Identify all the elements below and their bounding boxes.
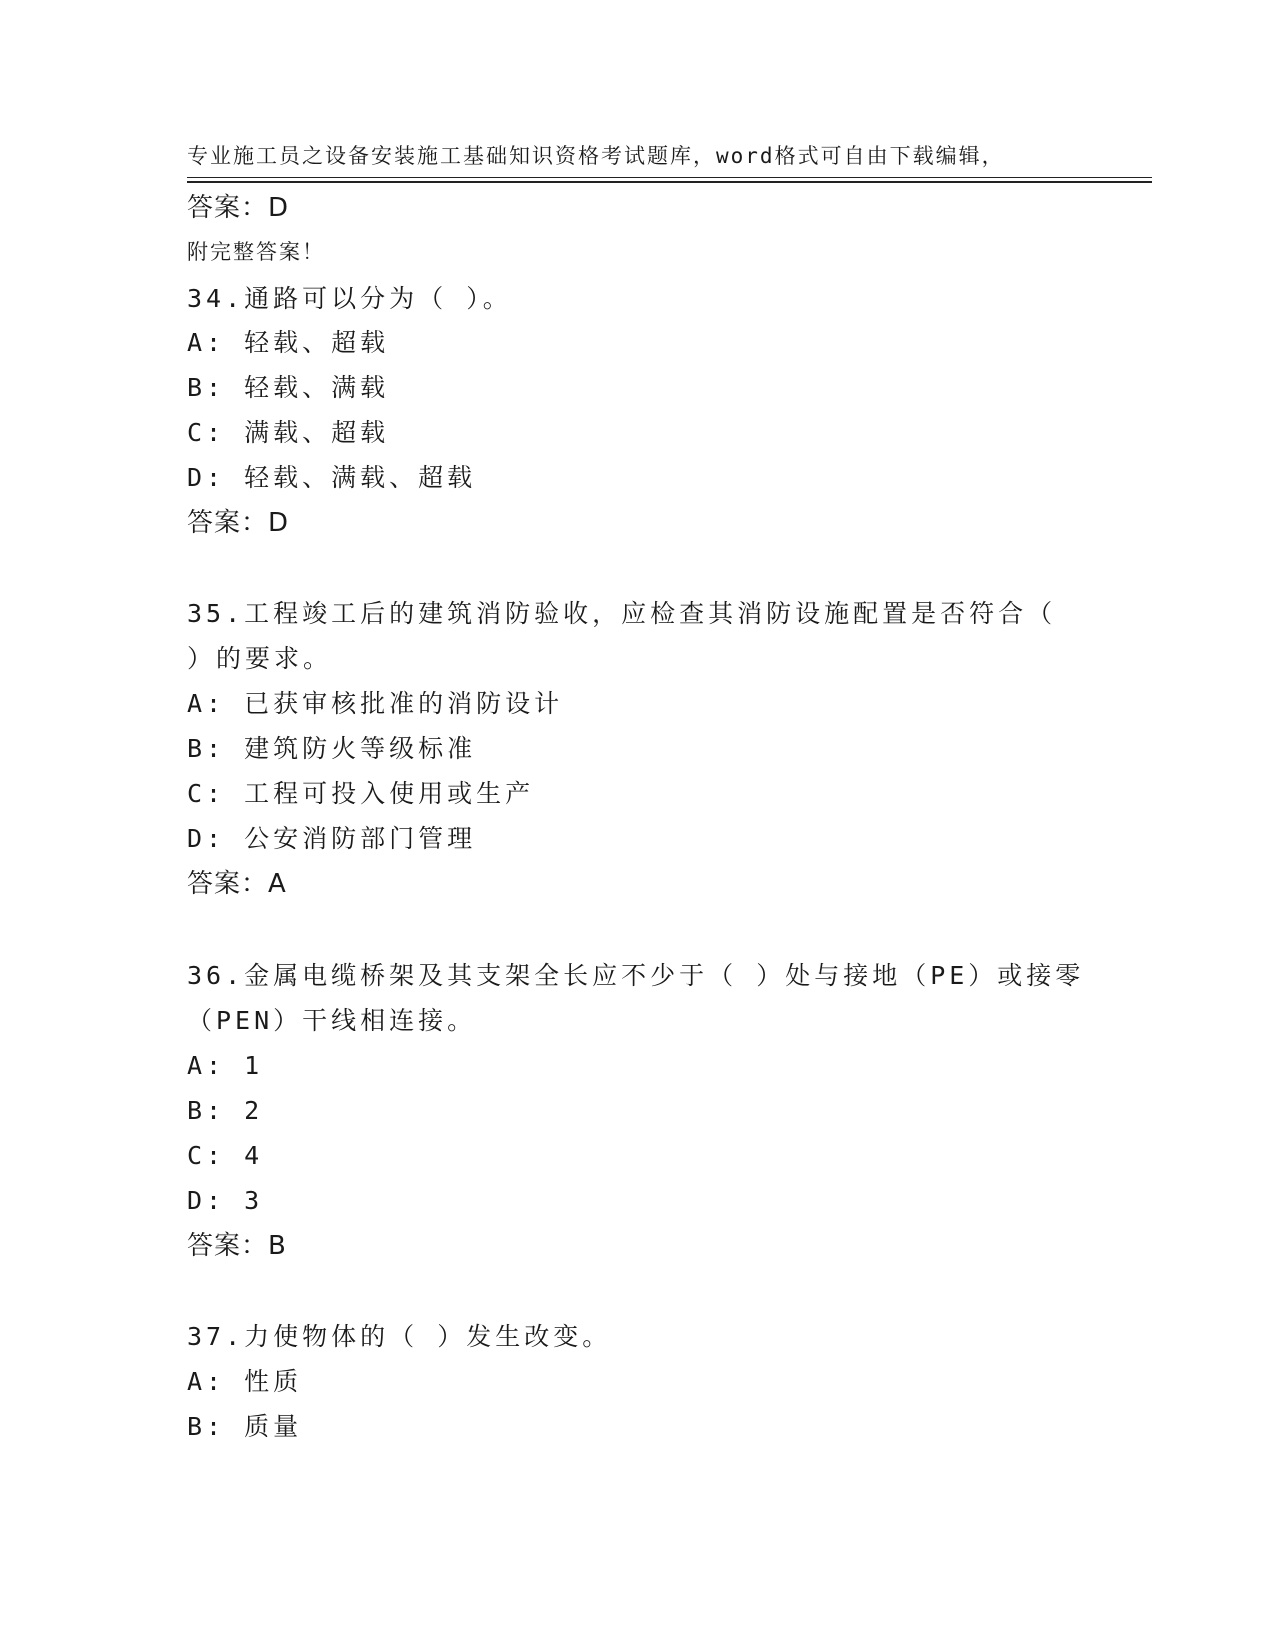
question-36-option-d: D: 3 — [187, 1186, 264, 1215]
question-36-stem-line-1: 36.金属电缆桥架及其支架全长应不少于（ ）处与接地（PE）或接零 — [187, 961, 1085, 990]
question-36-option-b: B: 2 — [187, 1096, 264, 1125]
question-34-answer: 答案：D — [187, 508, 290, 538]
header-divider-thick — [187, 181, 1152, 183]
header-line-2: 附完整答案！ — [187, 240, 325, 264]
question-34-option-c: C: 满载、超载 — [187, 418, 390, 447]
previous-answer: 答案：D — [187, 193, 290, 223]
question-35-stem-line-1: 35.工程竣工后的建筑消防验收，应检查其消防设施配置是否符合（ — [187, 599, 1057, 628]
header-line-1: 专业施工员之设备安装施工基础知识资格考试题库，word格式可自由下载编辑， — [187, 144, 1005, 168]
question-34-option-b: B: 轻载、满载 — [187, 373, 390, 402]
question-34-option-d: D: 轻载、满载、超载 — [187, 463, 477, 492]
question-36-stem-line-2: （PEN）干线相连接。 — [187, 1006, 477, 1035]
question-35-option-c: C: 工程可投入使用或生产 — [187, 779, 535, 808]
question-35-option-a: A: 已获审核批准的消防设计 — [187, 689, 564, 718]
question-35-option-b: B: 建筑防火等级标准 — [187, 734, 477, 763]
question-37-option-a: A: 性质 — [187, 1367, 303, 1396]
question-36-option-a: A: 1 — [187, 1051, 264, 1080]
question-36-option-c: C: 4 — [187, 1141, 264, 1170]
question-34-stem: 34.通路可以分为（ ）。 — [187, 284, 512, 313]
question-35-stem-line-2: ）的要求。 — [187, 644, 333, 673]
question-35-option-d: D: 公安消防部门管理 — [187, 824, 477, 853]
question-34-option-a: A: 轻载、超载 — [187, 328, 390, 357]
question-35-answer: 答案：A — [187, 869, 287, 899]
question-37-option-b: B: 质量 — [187, 1412, 303, 1441]
header-divider-thin — [187, 177, 1152, 178]
question-36-answer: 答案：B — [187, 1231, 287, 1261]
question-37-stem: 37.力使物体的（ ）发生改变。 — [187, 1322, 612, 1351]
